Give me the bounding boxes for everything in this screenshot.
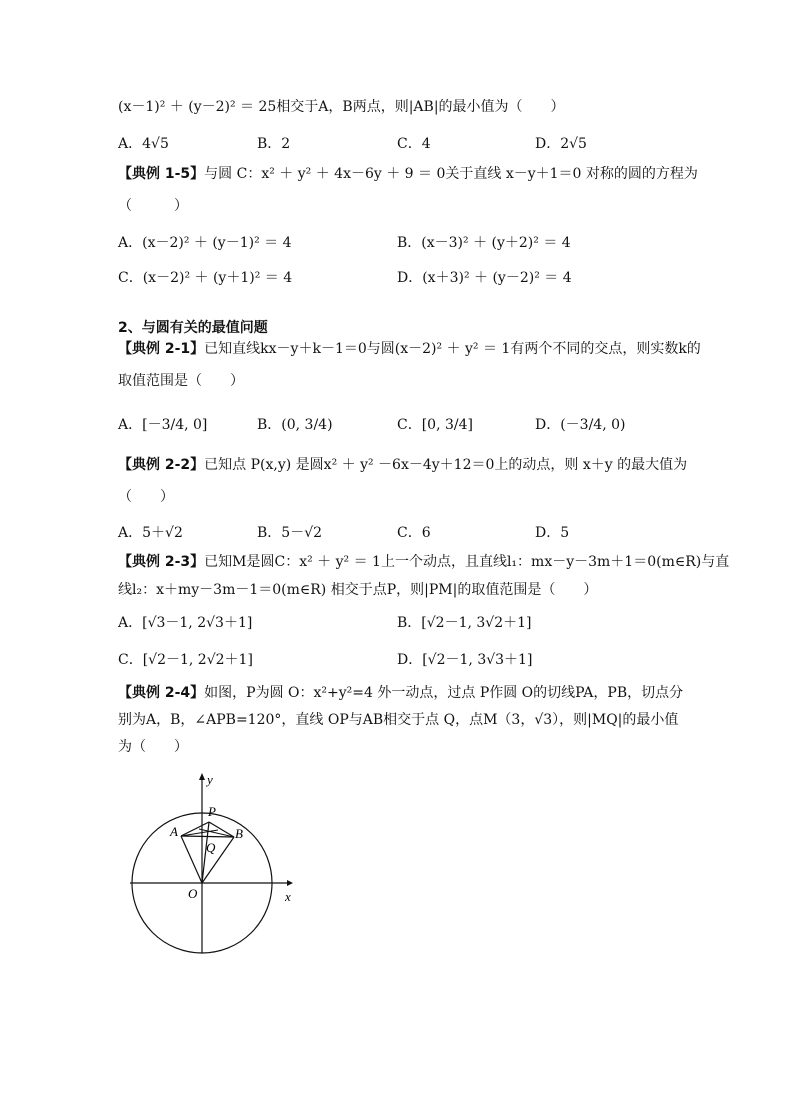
q2-3-option-a[interactable]: A．[√3－1, 2√3＋1] (118, 615, 253, 631)
x-axis-arrow (287, 880, 293, 886)
q2-1-stem: 已知直线kx－y＋k－1＝0与圆(x－2)² ＋ y² ＝ 1有两个不同的交点，则实数k的 (204, 341, 701, 357)
q2-2-option-d[interactable]: D．5 (535, 525, 570, 541)
tangent-pb (209, 822, 234, 837)
q2-2-question (118, 455, 687, 475)
q1-4-option-b[interactable]: B．2 (257, 136, 291, 152)
q2-3-stem-2: 线l₂：x＋my－3m－1＝0(m∈R) 相交于点P，则|PM|的取值范围是（ ） (118, 582, 598, 598)
y-axis-arrow (199, 773, 205, 780)
q1-5-tag: 【典例 1-5】 (118, 166, 205, 182)
label-q: Q (206, 840, 216, 855)
label-x: x (285, 889, 291, 904)
q2-4-stem: 如图，P为圆 O：x²+y²=4 外一动点，过点 P作圆 O的切线PA，PB，切点分 (204, 685, 684, 701)
q1-4-option-d[interactable]: D．2√5 (535, 136, 587, 152)
q1-5-question (118, 164, 698, 184)
q2-1-question (118, 339, 701, 359)
q2-2-option-a[interactable]: A．5＋√2 (118, 525, 183, 541)
segment-oa (181, 836, 202, 883)
q1-5-paren: （ ） (118, 198, 188, 214)
q2-2-tag: 【典例 2-2】 (118, 457, 205, 473)
q2-3-option-d[interactable]: D．[√2－1, 3√3＋1] (397, 652, 533, 668)
q1-4-stem: (x－1)² ＋ (y－2)² ＝ 25相交于A，B两点，则|AB|的最小值为（ ） (118, 99, 565, 115)
section-2-title: 2、与圆有关的最值问题 (118, 320, 268, 336)
circle-tangent-figure (125, 770, 315, 960)
q1-5-option-a[interactable]: A．(x－2)² ＋ (y－1)² ＝ 4 (118, 235, 292, 251)
q2-1-stem-2: 取值范围是（ ） (118, 373, 244, 389)
q2-1-option-b[interactable]: B．(0, 3/4) (257, 417, 333, 433)
q1-5-stem: 与圆 C：x² ＋ y² ＋ 4x－6y ＋ 9 ＝ 0关于直线 x－y＋1＝0 对称的圆的方程为 (204, 166, 698, 182)
q2-2-paren: （ ） (118, 489, 174, 505)
q2-4-tag: 【典例 2-4】 (118, 685, 205, 701)
q2-3-stem: 已知M是圆C：x² ＋ y² ＝ 1上一个动点，且直线l₁：mx－y－3m＋1＝0(m∈R)与直 (204, 554, 730, 570)
q2-1-option-d[interactable]: D．(－3/4, 0) (535, 417, 626, 433)
q2-3-tag: 【典例 2-3】 (118, 554, 205, 570)
label-a: A (170, 824, 178, 839)
q2-1-option-c[interactable]: C．[0, 3/4] (397, 417, 473, 433)
q2-2-option-b[interactable]: B．5－√2 (257, 525, 323, 541)
q2-1-tag: 【典例 2-1】 (118, 341, 205, 357)
q2-3-option-c[interactable]: C．[√2－1, 2√2＋1] (118, 652, 253, 668)
q1-5-option-c[interactable]: C．(x－2)² ＋ (y＋1)² ＝ 4 (118, 270, 293, 286)
q2-4-stem-3: 为（ ） (118, 739, 188, 755)
label-b: B (235, 826, 243, 841)
q1-5-option-d[interactable]: D．(x＋3)² ＋ (y－2)² ＝ 4 (397, 270, 572, 286)
label-y: y (207, 772, 213, 787)
q2-1-option-a[interactable]: A．[－3/4, 0] (118, 417, 208, 433)
q1-5-option-b[interactable]: B．(x－3)² ＋ (y＋2)² ＝ 4 (397, 235, 571, 251)
q2-2-stem: 已知点 P(x,y) 是圆x² ＋ y² －6x－4y＋12＝0上的动点，则 x＋y 的最大值为 (204, 457, 688, 473)
q2-3-option-b[interactable]: B．[√2－1, 3√2＋1] (397, 615, 532, 631)
q2-4-stem-2: 别为A，B，∠APB=120°，直线 OP与AB相交于点 Q，点M（3，√3），则|MQ|的最小值 (118, 712, 679, 728)
label-p: P (208, 804, 216, 819)
q2-3-question (118, 552, 729, 572)
q2-4-question (118, 683, 683, 703)
q1-4-option-a[interactable]: A．4√5 (118, 136, 169, 152)
label-o: O (188, 886, 198, 901)
q1-4-option-c[interactable]: C．4 (397, 136, 431, 152)
q2-2-option-c[interactable]: C．6 (397, 525, 431, 541)
